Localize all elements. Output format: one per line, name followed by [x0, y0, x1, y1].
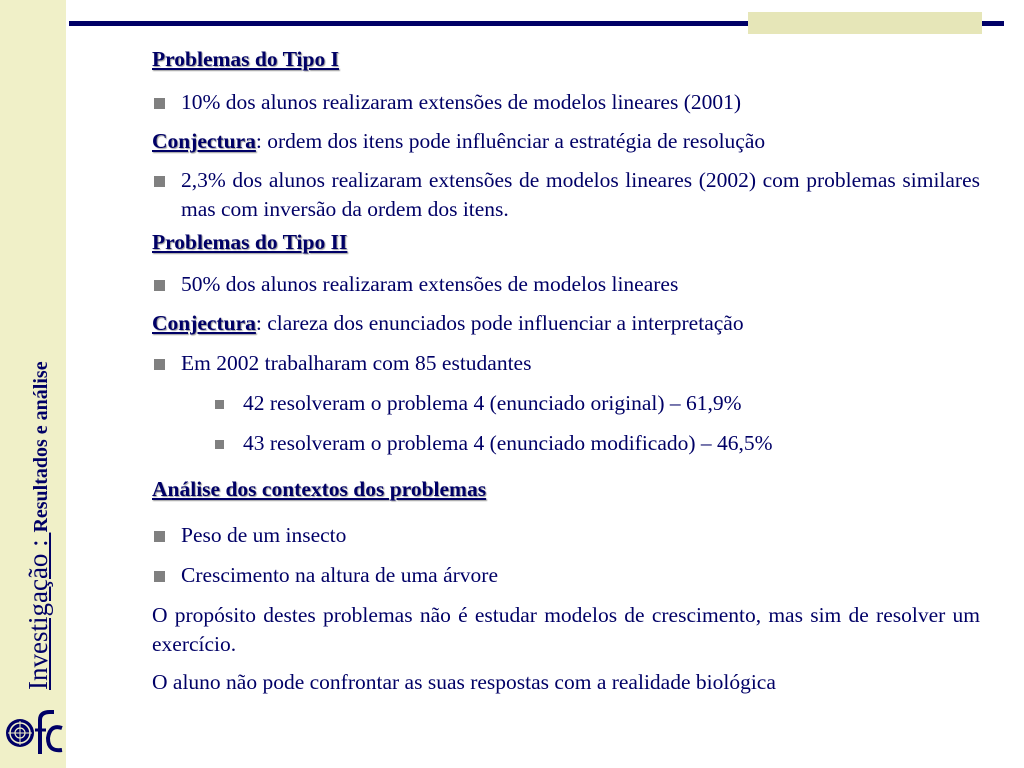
conjecture-label: Conjectura: [152, 129, 256, 153]
side-title: [23, 361, 54, 690]
bullet-item: 2,3% dos alunos realizaram extensões de modelos lineares (2002) com problemas similares mas com inversão da ordem dos itens.: [152, 166, 980, 224]
conjecture-label: Conjectura: [152, 311, 256, 335]
bullet-item: 10% dos alunos realizaram extensões de modelos lineares (2001): [152, 88, 980, 117]
paragraph-aluno: O aluno não pode confrontar as suas respostas com a realidade biológica: [152, 670, 776, 694]
heading-tipo-2: Problemas do Tipo II: [152, 230, 348, 254]
bullet-item: Peso de um insecto: [152, 521, 980, 550]
bullet-item: Em 2002 trabalharam com 85 estudantes: [152, 349, 980, 378]
faculty-logo-icon: [4, 706, 64, 758]
sub-bullet-item: 43 resolveram o problema 4 (enunciado modificado) – 46,5%: [152, 429, 980, 458]
heading-analise: Análise dos contextos dos problemas: [152, 477, 487, 501]
paragraph-proposito: O propósito destes problemas não é estudar modelos de crescimento, mas sim de resolver um exercício.: [152, 603, 980, 656]
conjecture-text: : clareza dos enunciados pode influenciar a interpretação: [255, 311, 744, 335]
top-accent-box: [748, 12, 982, 34]
bullet-item: 50% dos alunos realizaram extensões de modelos lineares: [152, 270, 980, 299]
conjecture-2: [152, 309, 980, 338]
sub-bullet-item: 42 resolveram o problema 4 (enunciado original) – 61,9%: [152, 389, 980, 418]
slide-content: [152, 45, 980, 697]
conjecture-text: : ordem dos itens pode influênciar a estratégia de resolução: [255, 129, 766, 153]
side-title-main: Investigação :: [23, 532, 53, 690]
heading-tipo-1: Problemas do Tipo I: [152, 47, 339, 71]
bullet-item: Crescimento na altura de uma árvore: [152, 561, 980, 590]
conjecture-1: [152, 127, 980, 156]
side-title-sub: Resultados e análise: [30, 361, 52, 533]
